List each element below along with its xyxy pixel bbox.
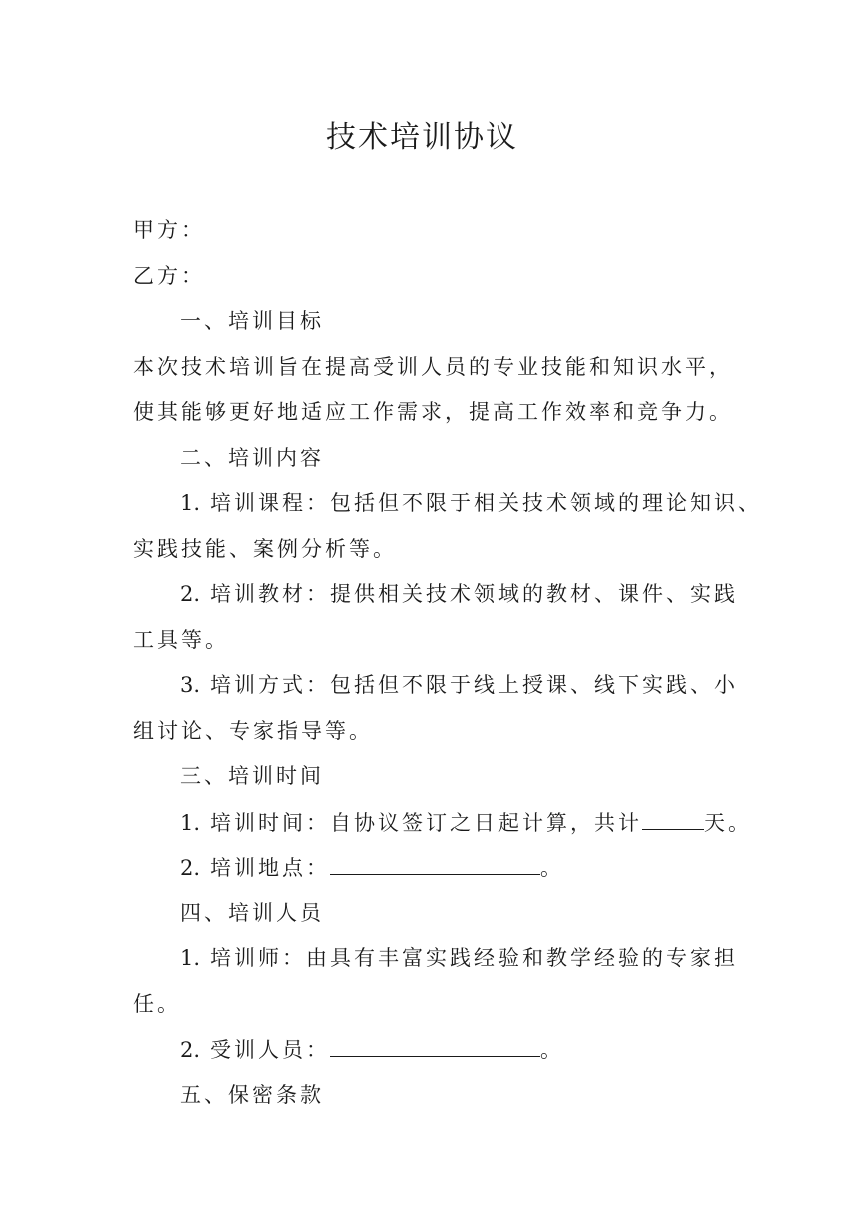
item-text: 培训方式：包括但不限于线上授课、线下实践、小 [210,673,739,697]
section-1-body-line-2: 使其能够更好地适应工作需求，提高工作效率和竞争力。 [133,400,733,424]
party-a-label: 甲方： [133,218,205,242]
trainees-blank-field[interactable] [330,1034,540,1057]
item-number: 2. [180,1038,201,1062]
item-text: 培训课程：包括但不限于相关技术领域的理论知识、 [210,491,763,515]
item-text-suffix: 。 [540,1038,565,1062]
section-3-item-1 [180,807,820,838]
item-number: 3. [180,673,201,697]
section-1-heading: 一、培训目标 [180,309,324,333]
party-b-label: 乙方： [133,264,205,288]
document-title: 技术培训协议 [326,120,518,155]
item-number: 2. [180,582,201,606]
section-4-item-1-line-2: 任。 [133,992,181,1016]
item-number: 1. [180,811,201,835]
section-4-item-2 [180,1034,820,1065]
section-2-heading: 二、培训内容 [180,446,324,470]
item-number: 1. [180,946,201,970]
section-3-item-2 [180,852,820,883]
section-4-heading: 四、培训人员 [180,901,324,925]
section-2-item-3-line-2: 组讨论、专家指导等。 [133,719,373,743]
section-2-item-2-line-1 [180,579,820,609]
item-text-suffix: 。 [540,856,565,880]
item-text-suffix: 天。 [704,811,753,835]
section-1-body-line-1: 本次技术培训旨在提高受训人员的专业技能和知识水平， [133,355,733,379]
item-text: 受训人员： [210,1038,331,1062]
section-3-heading: 三、培训时间 [180,764,324,788]
section-2-item-3-line-1 [180,670,820,700]
item-number: 1. [180,491,201,515]
item-text: 培训教材：提供相关技术领域的教材、课件、实践 [210,582,739,606]
item-text: 培训师：由具有丰富实践经验和教学经验的专家担 [210,946,739,970]
section-2-item-1-line-1 [180,488,820,518]
section-5-heading: 五、保密条款 [180,1083,324,1107]
location-blank-field[interactable] [330,852,540,875]
section-4-item-1-line-1 [180,943,820,973]
item-number: 2. [180,856,201,880]
item-text: 培训地点： [210,856,331,880]
days-blank-field[interactable] [642,807,704,830]
section-2-item-1-line-2: 实践技能、案例分析等。 [133,537,397,561]
item-text: 培训时间：自协议签订之日起计算，共计 [210,811,643,835]
section-2-item-2-line-2: 工具等。 [133,628,229,652]
